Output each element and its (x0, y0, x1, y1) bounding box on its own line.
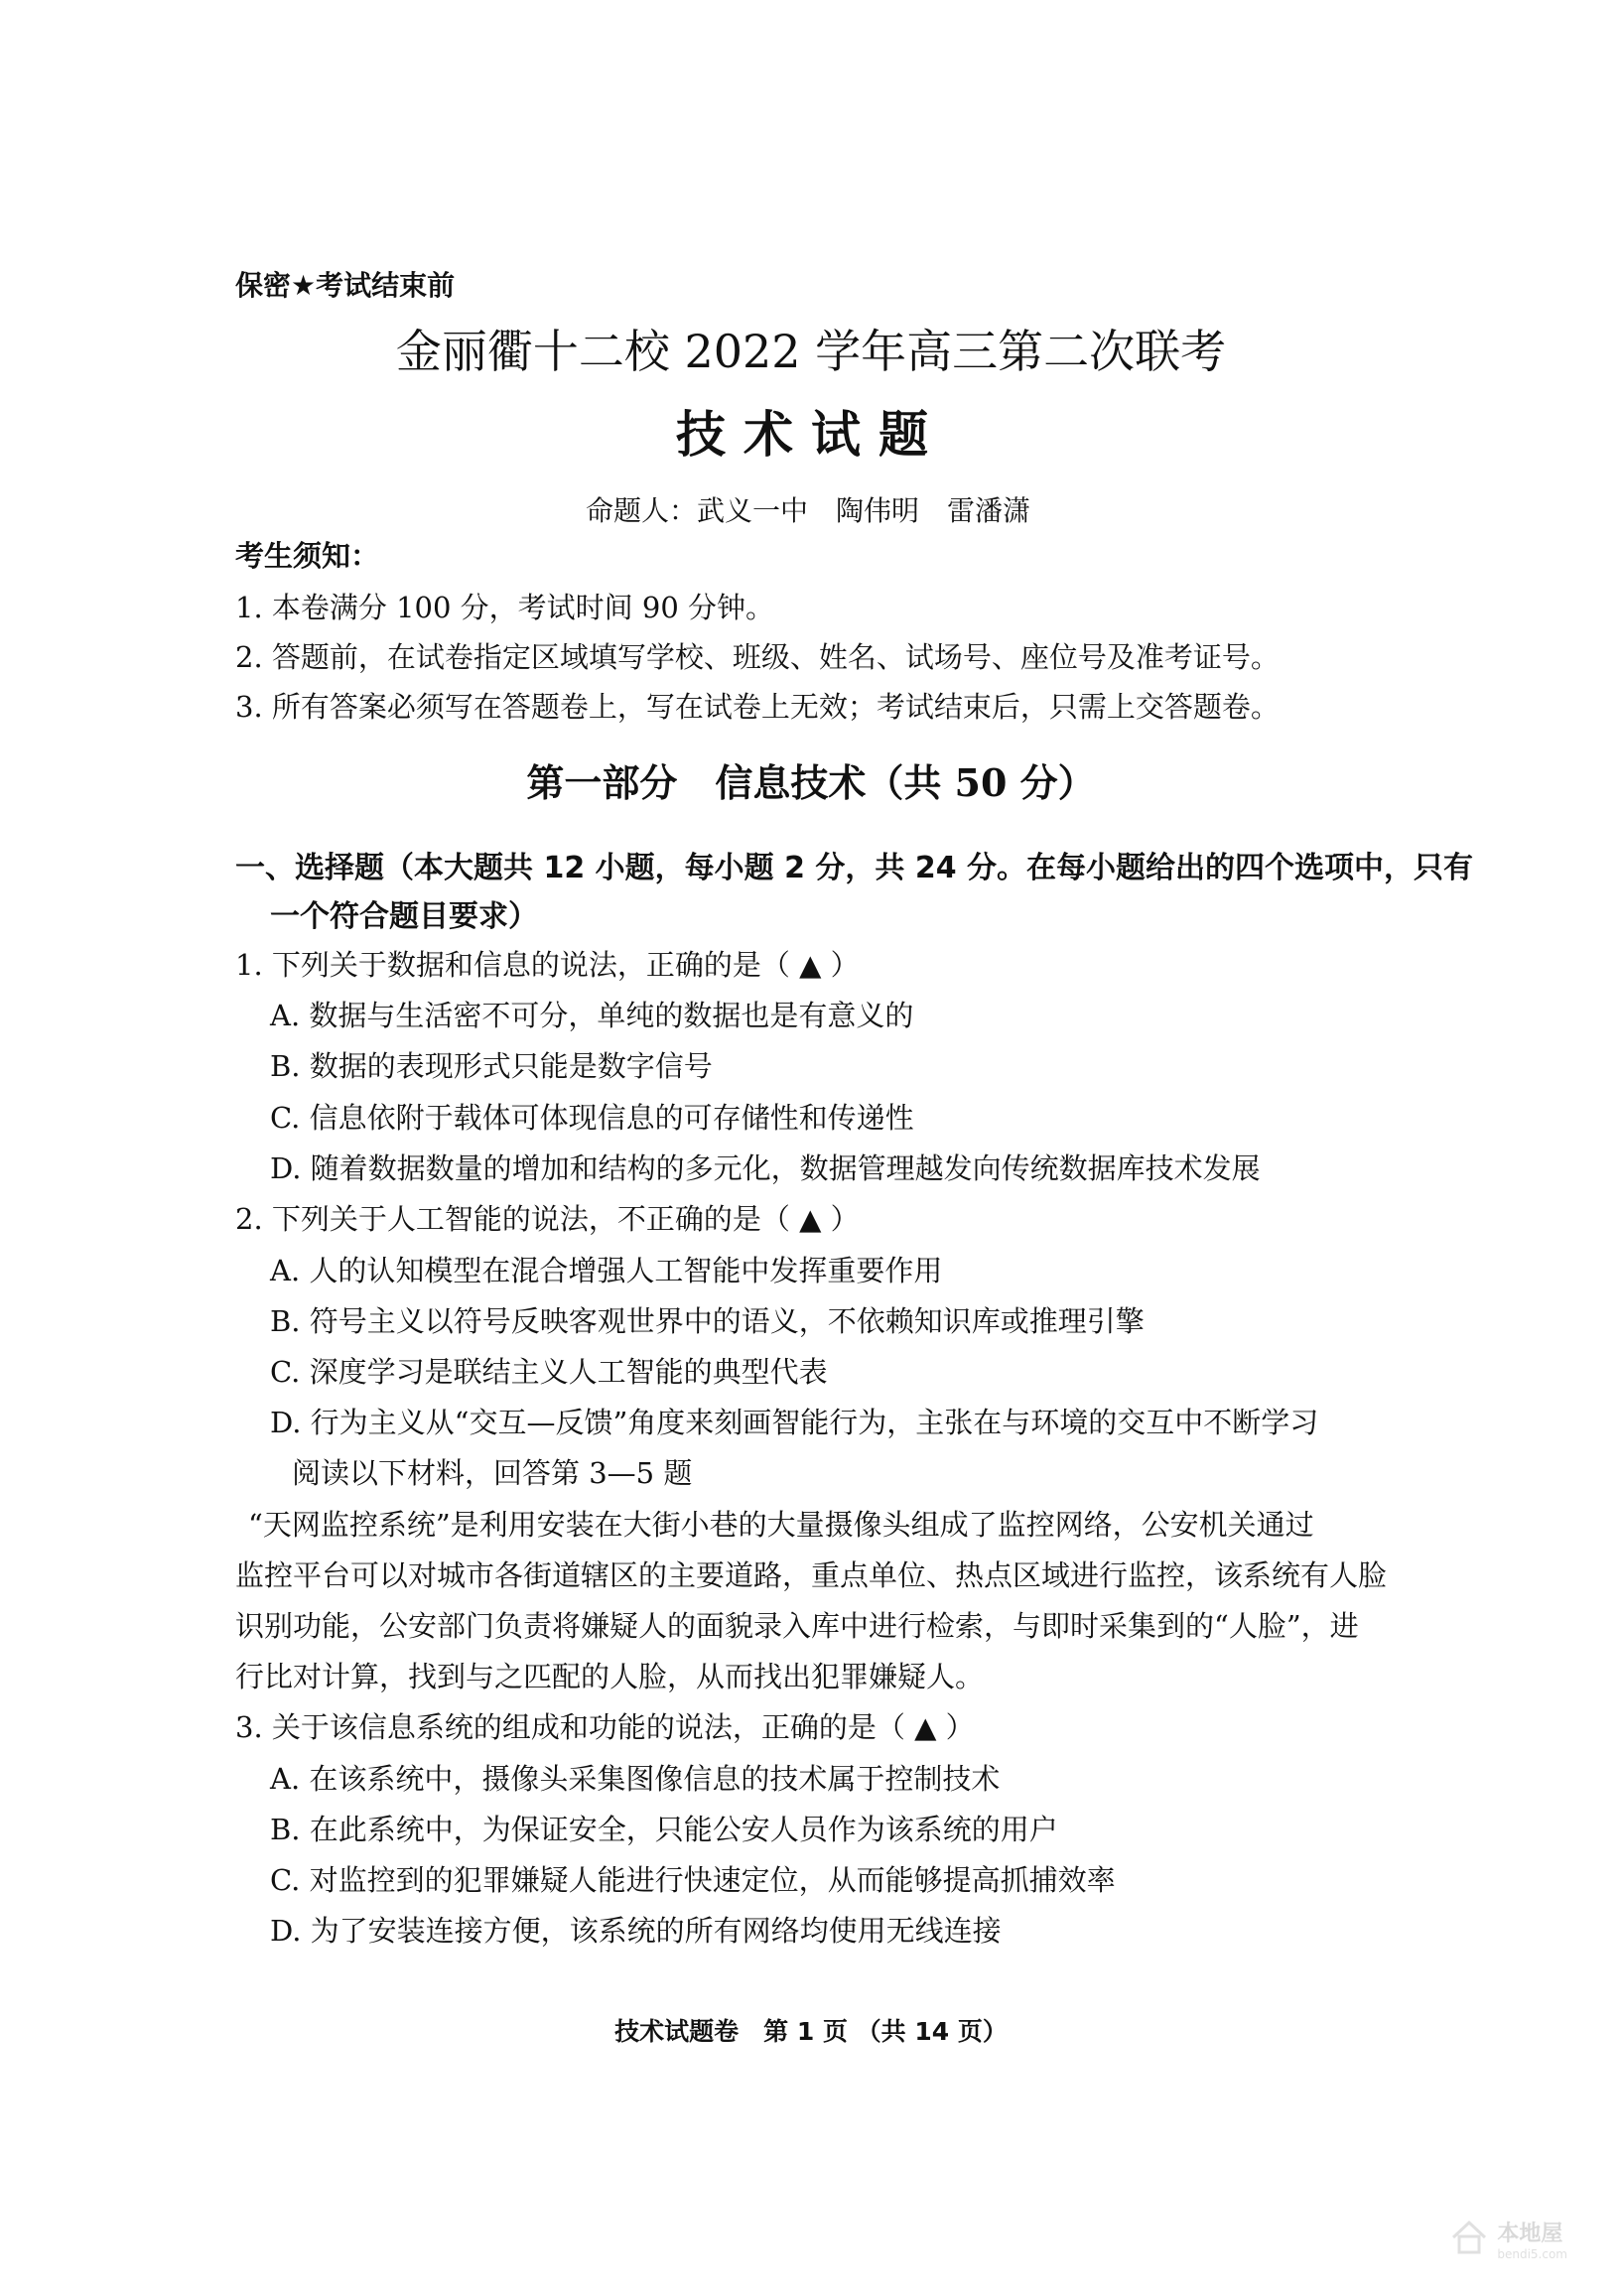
notice-item-1: 1. 本卷满分 100 分，考试时间 90 分钟。 (235, 591, 775, 624)
question-3-option-b: B. 在此系统中，为保证安全，只能公安人员作为该系统的用户 (270, 1813, 1058, 1846)
material-line-4: 行比对计算，找到与之匹配的人脸，从而找出犯罪嫌疑人。 (235, 1660, 985, 1693)
question-3-option-c: C. 对监控到的犯罪嫌疑人能进行快速定位，从而能够提高抓捕效率 (270, 1863, 1116, 1897)
question-2-option-a: A. 人的认知模型在混合增强人工智能中发挥重要作用 (270, 1254, 943, 1287)
watermark-sub: bendi5.com (1497, 2247, 1567, 2261)
watermark-text: 本地屋 (1497, 2222, 1563, 2246)
question-1-stem: 1. 下列关于数据和信息的说法，正确的是（ ▲ ） (235, 948, 860, 982)
notice-item-2: 2. 答题前，在试卷指定区域填写学校、班级、姓名、试场号、座位号及准考证号。 (235, 640, 1280, 674)
section-heading-cont: 一个符合题目要求） (270, 899, 538, 934)
exam-title: 金丽衢十二校 2022 学年高三第二次联考 (395, 325, 1227, 378)
authors-line: 命题人：武义一中 陶伟明 雷潘潇 (586, 494, 1031, 527)
notice-item-3: 3. 所有答案必须写在答题卷上，写在试卷上无效；考试结束后，只需上交答题卷。 (235, 690, 1280, 724)
question-3-stem: 3. 关于该信息系统的组成和功能的说法，正确的是（ ▲ ） (235, 1710, 975, 1744)
notice-title: 考生须知： (235, 539, 380, 573)
question-2-option-d: D. 行为主义从“交互—反馈”角度来刻画智能行为，主张在与环境的交互中不断学习 (270, 1406, 1319, 1439)
question-3-option-d: D. 为了安装连接方便，该系统的所有网络均使用无线连接 (270, 1914, 1002, 1948)
question-1-option-d: D. 随着数据数量的增加和结构的多元化，数据管理越发向传统数据库技术发展 (270, 1151, 1261, 1185)
page-footer: 技术试题卷 第 1 页 （共 14 页） (614, 2017, 1008, 2046)
question-2-option-b: B. 符号主义以符号反映客观世界中的语义，不依赖知识库或推理引擎 (270, 1304, 1145, 1338)
question-3-option-a: A. 在该系统中，摄像头采集图像信息的技术属于控制技术 (270, 1762, 1001, 1796)
watermark (1449, 2217, 1567, 2261)
material-line-1: “天网监控系统”是利用安装在大街小巷的大量摄像头组成了监控网络，公安机关通过 (248, 1508, 1314, 1542)
question-1-option-c: C. 信息依附于载体可体现信息的可存储性和传递性 (270, 1101, 914, 1135)
material-intro: 阅读以下材料，回答第 3—5 题 (292, 1456, 693, 1490)
material-line-2: 监控平台可以对城市各街道辖区的主要道路，重点单位、热点区域进行监控，该系统有人脸 (235, 1558, 1388, 1592)
section-heading: 一、选择题（本大题共 12 小题，每小题 2 分，共 24 分。在每小题给出的四个选项中，只有 (235, 851, 1474, 885)
question-1-option-a: A. 数据与生活密不可分，单纯的数据也是有意义的 (270, 999, 914, 1032)
confidential-label: 保密★考试结束前 (235, 269, 456, 302)
house-logo-icon (1449, 2218, 1489, 2261)
subject-title: 技术试题 (676, 406, 946, 464)
question-2-option-c: C. 深度学习是联结主义人工智能的典型代表 (270, 1355, 828, 1389)
question-1-option-b: B. 数据的表现形式只能是数字信号 (270, 1049, 713, 1083)
material-line-3: 识别功能，公安部门负责将嫌疑人的面貌录入库中进行检索，与即时采集到的“人脸”，进 (235, 1609, 1359, 1643)
part-one-title: 第一部分 信息技术（共 50 分） (526, 760, 1096, 805)
question-2-stem: 2. 下列关于人工智能的说法，不正确的是（ ▲ ） (235, 1202, 860, 1236)
